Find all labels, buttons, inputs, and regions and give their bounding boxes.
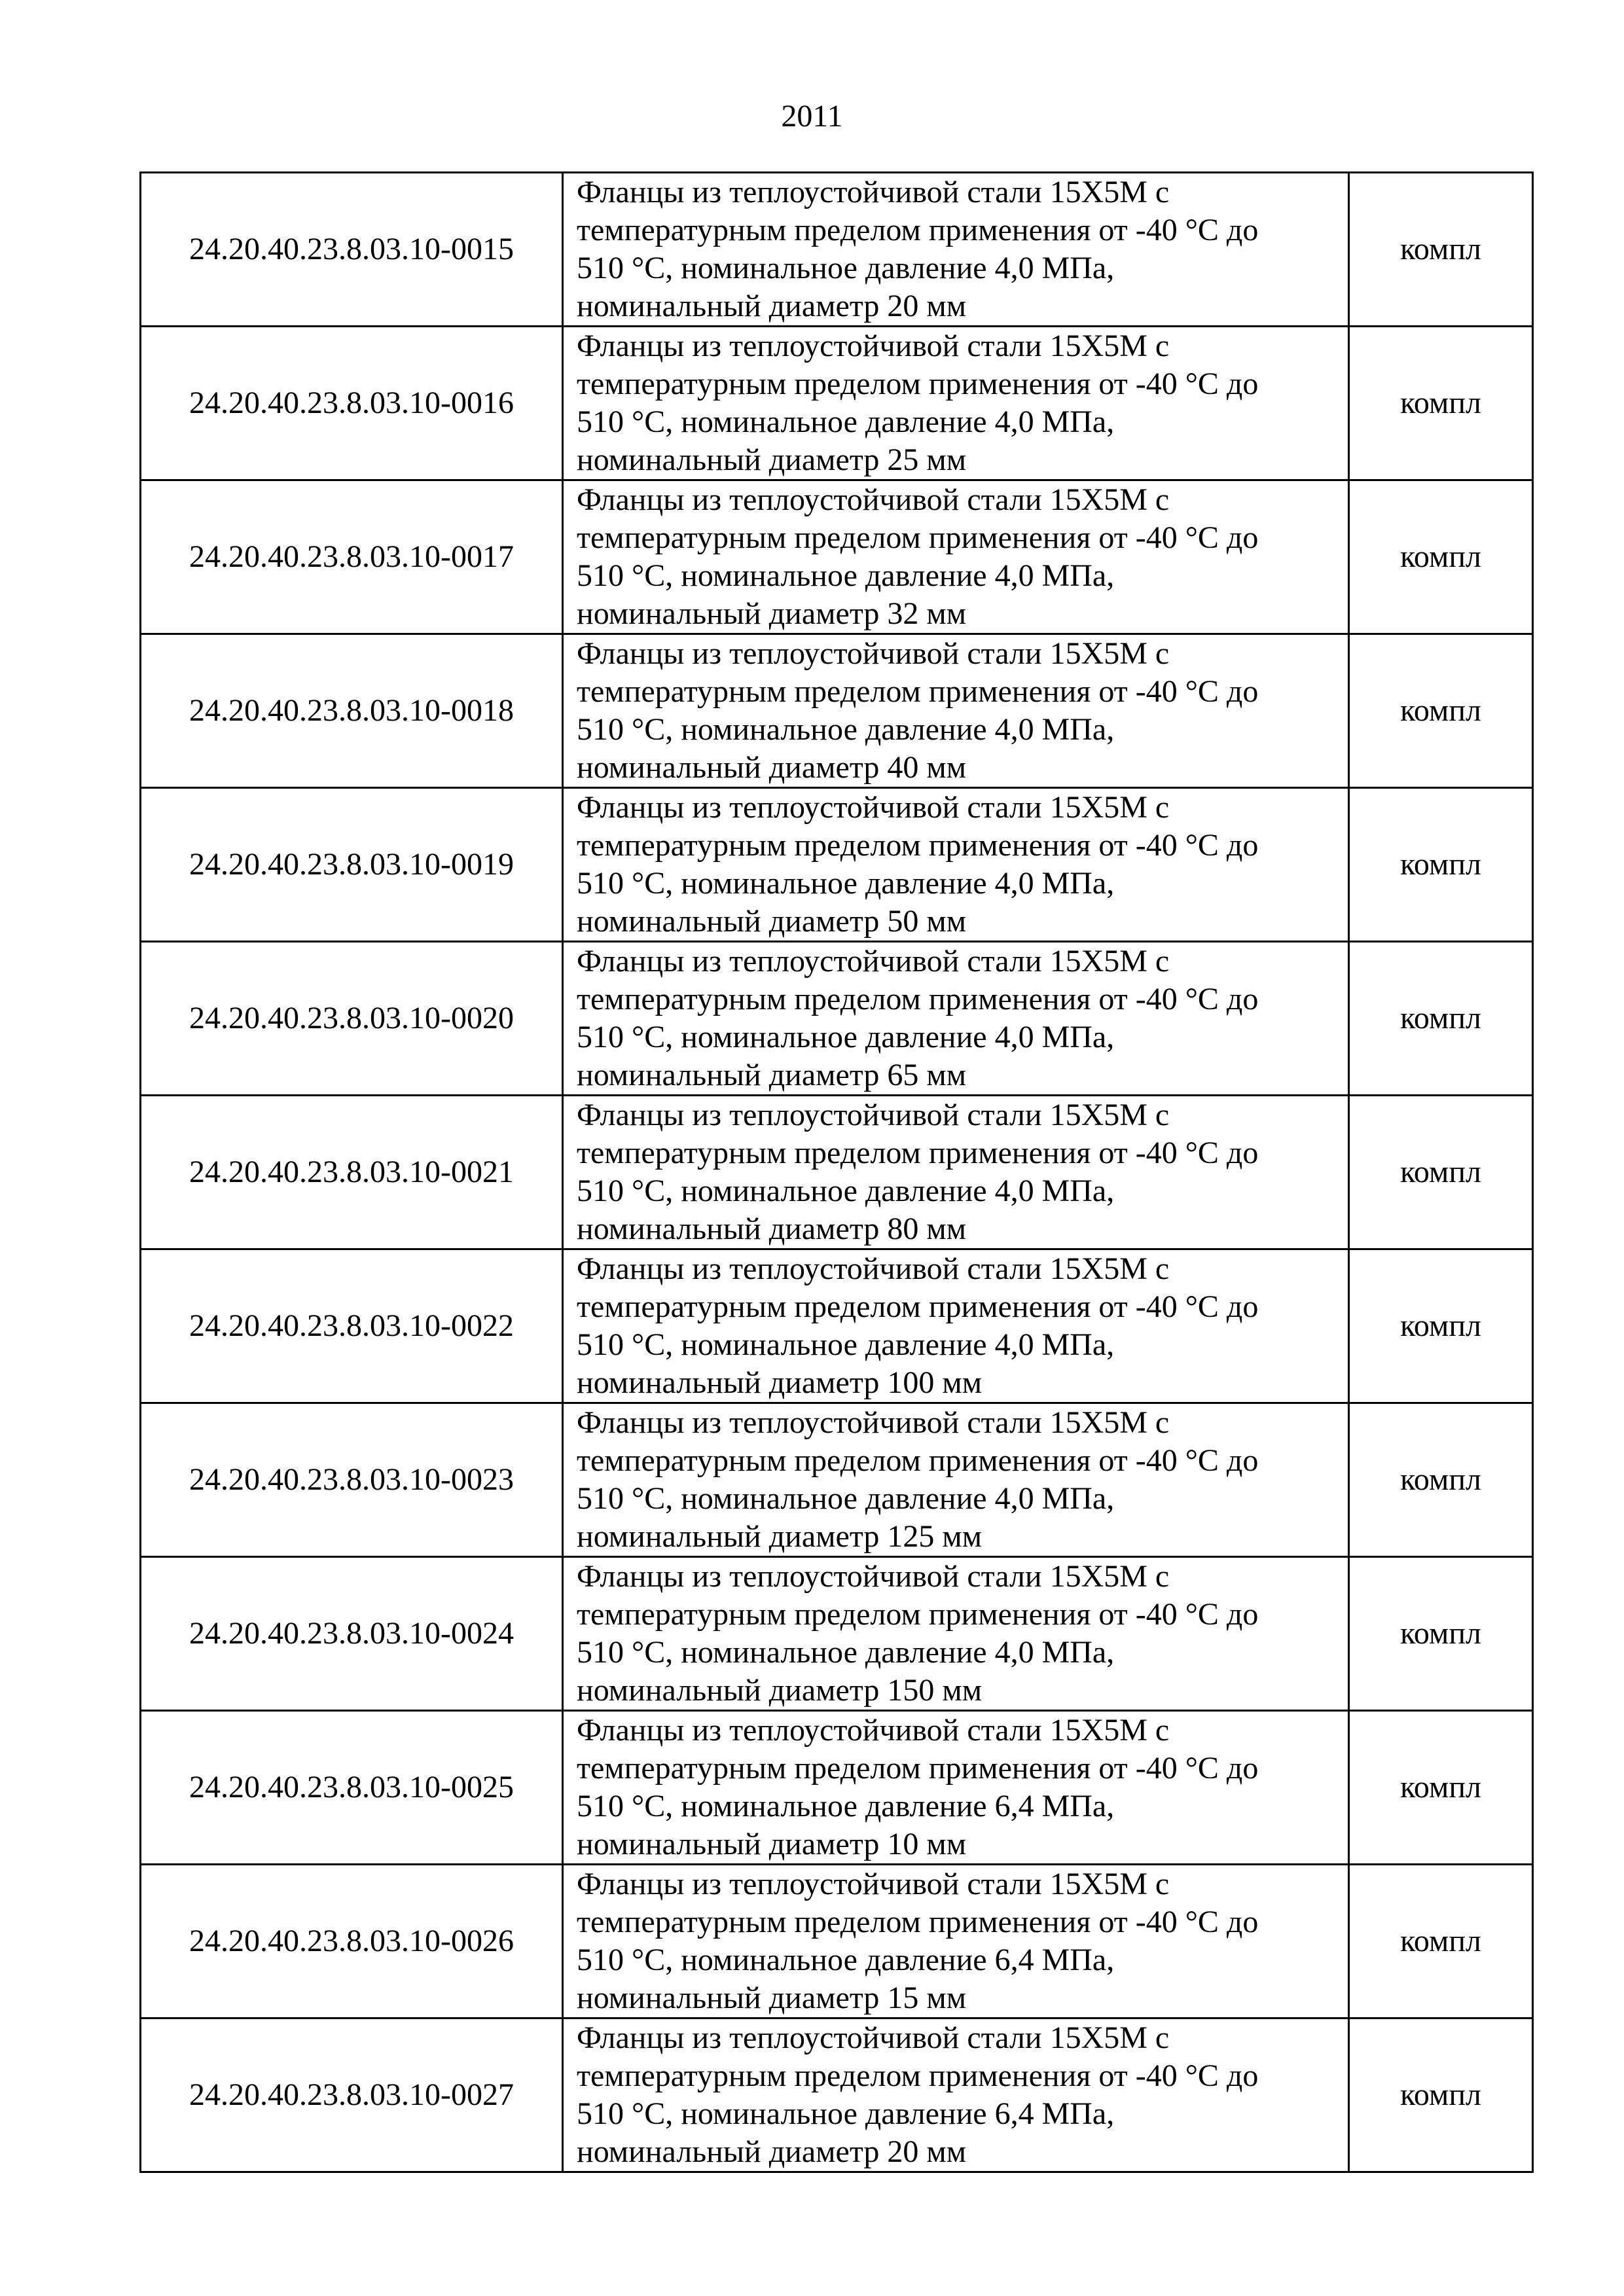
description-line: температурным пределом применения от -40 °С до	[577, 982, 1259, 1016]
description-line: 510 °С, номинальное давление 6,4 МПа,	[577, 1943, 1115, 1977]
item-unit-cell: компл	[1349, 480, 1533, 634]
description-line: температурным пределом применения от -40 °С до	[577, 1136, 1259, 1170]
description-line: Фланцы из теплоустойчивой стали 15Х5М с	[577, 1713, 1170, 1748]
description-line: температурным пределом применения от -40 °С до	[577, 1597, 1259, 1632]
table-row	[141, 327, 1533, 480]
item-description-cell	[563, 1403, 1349, 1557]
item-unit-cell: компл	[1349, 1711, 1533, 1865]
description-line: номинальный диаметр 80 мм	[577, 1211, 967, 1246]
description-line: температурным пределом применения от -40 °С до	[577, 2058, 1259, 2093]
description-line: температурным пределом применения от -40 °С до	[577, 213, 1259, 247]
table-row	[141, 788, 1533, 942]
table-row	[141, 1096, 1533, 1249]
item-code-cell: 24.20.40.23.8.03.10-0020	[141, 942, 563, 1096]
description-line: Фланцы из теплоустойчивой стали 15Х5М с	[577, 329, 1170, 363]
description-line: номинальный диаметр 65 мм	[577, 1058, 967, 1092]
description-line: 510 °С, номинальное давление 4,0 МПа,	[577, 251, 1115, 285]
item-code-cell: 24.20.40.23.8.03.10-0022	[141, 1249, 563, 1403]
description-line: Фланцы из теплоустойчивой стали 15Х5М с	[577, 1867, 1170, 1901]
table-row	[141, 1403, 1533, 1557]
description-line: номинальный диаметр 20 мм	[577, 289, 967, 323]
description-line: 510 °С, номинальное давление 4,0 МПа,	[577, 1327, 1115, 1362]
item-unit-cell: компл	[1349, 788, 1533, 942]
description-line: Фланцы из теплоустойчивой стали 15Х5М с	[577, 790, 1170, 825]
description-line: номинальный диаметр 10 мм	[577, 1827, 967, 1861]
table-row	[141, 2018, 1533, 2172]
item-unit-cell: компл	[1349, 1403, 1533, 1557]
description-line: 510 °С, номинальное давление 4,0 МПа,	[577, 404, 1115, 439]
description-line: Фланцы из теплоустойчивой стали 15Х5М с	[577, 1251, 1170, 1286]
catalog-table	[139, 171, 1534, 2173]
table-row	[141, 634, 1533, 788]
description-line: 510 °С, номинальное давление 4,0 МПа,	[577, 1481, 1115, 1516]
description-line: температурным пределом применения от -40 °С до	[577, 674, 1259, 709]
description-line: номинальный диаметр 125 мм	[577, 1519, 983, 1554]
item-code-cell: 24.20.40.23.8.03.10-0023	[141, 1403, 563, 1557]
description-line: температурным пределом применения от -40 °С до	[577, 1289, 1259, 1324]
description-line: Фланцы из теплоустойчивой стали 15Х5М с	[577, 944, 1170, 978]
item-code-cell: 24.20.40.23.8.03.10-0016	[141, 327, 563, 480]
description-line: 510 °С, номинальное давление 4,0 МПа,	[577, 1020, 1115, 1054]
description-line: номинальный диаметр 20 мм	[577, 2134, 967, 2169]
item-code-cell: 24.20.40.23.8.03.10-0017	[141, 480, 563, 634]
item-description-cell	[563, 173, 1349, 327]
description-line: Фланцы из теплоустойчивой стали 15Х5М с	[577, 1559, 1170, 1594]
item-code-cell: 24.20.40.23.8.03.10-0025	[141, 1711, 563, 1865]
item-description-cell	[563, 1557, 1349, 1711]
item-description-cell	[563, 2018, 1349, 2172]
description-line: номинальный диаметр 40 мм	[577, 750, 967, 785]
page-number: 2011	[781, 99, 843, 134]
item-description-cell	[563, 1711, 1349, 1865]
item-description-cell	[563, 1096, 1349, 1249]
item-unit-cell: компл	[1349, 1557, 1533, 1711]
table-row	[141, 1557, 1533, 1711]
description-line: номинальный диаметр 15 мм	[577, 1981, 967, 2015]
table-row	[141, 1865, 1533, 2018]
description-line: температурным пределом применения от -40 °С до	[577, 1905, 1259, 1939]
table-row	[141, 173, 1533, 327]
item-unit-cell: компл	[1349, 1096, 1533, 1249]
description-line: номинальный диаметр 25 мм	[577, 442, 967, 477]
item-unit-cell: компл	[1349, 327, 1533, 480]
item-description-cell	[563, 634, 1349, 788]
item-code-cell: 24.20.40.23.8.03.10-0021	[141, 1096, 563, 1249]
description-line: номинальный диаметр 32 мм	[577, 596, 967, 631]
table-row	[141, 480, 1533, 634]
item-unit-cell: компл	[1349, 634, 1533, 788]
item-description-cell	[563, 788, 1349, 942]
item-unit-cell: компл	[1349, 942, 1533, 1096]
description-line: 510 °С, номинальное давление 4,0 МПа,	[577, 712, 1115, 747]
description-line: номинальный диаметр 150 мм	[577, 1673, 983, 1708]
description-line: Фланцы из теплоустойчивой стали 15Х5М с	[577, 1405, 1170, 1440]
description-line: температурным пределом применения от -40 °С до	[577, 1751, 1259, 1785]
description-line: 510 °С, номинальное давление 4,0 МПа,	[577, 558, 1115, 593]
description-line: 510 °С, номинальное давление 6,4 МПа,	[577, 1789, 1115, 1823]
table-row	[141, 1711, 1533, 1865]
item-code-cell: 24.20.40.23.8.03.10-0026	[141, 1865, 563, 2018]
item-description-cell	[563, 1249, 1349, 1403]
description-line: 510 °С, номинальное давление 4,0 МПа,	[577, 1635, 1115, 1670]
description-line: Фланцы из теплоустойчивой стали 15Х5М с	[577, 482, 1170, 517]
item-unit-cell: компл	[1349, 1249, 1533, 1403]
description-line: температурным пределом применения от -40 °С до	[577, 520, 1259, 555]
item-code-cell: 24.20.40.23.8.03.10-0027	[141, 2018, 563, 2172]
item-description-cell	[563, 327, 1349, 480]
item-code-cell: 24.20.40.23.8.03.10-0019	[141, 788, 563, 942]
description-line: Фланцы из теплоустойчивой стали 15Х5М с	[577, 636, 1170, 671]
item-code-cell: 24.20.40.23.8.03.10-0018	[141, 634, 563, 788]
description-line: номинальный диаметр 50 мм	[577, 904, 967, 939]
item-description-cell	[563, 480, 1349, 634]
description-line: Фланцы из теплоустойчивой стали 15Х5М с	[577, 1098, 1170, 1132]
catalog-table-body	[141, 173, 1533, 2172]
description-line: температурным пределом применения от -40 °С до	[577, 828, 1259, 863]
description-line: температурным пределом применения от -40 °С до	[577, 1443, 1259, 1478]
description-line: 510 °С, номинальное давление 6,4 МПа,	[577, 2096, 1115, 2131]
description-line: температурным пределом применения от -40 °С до	[577, 367, 1259, 401]
item-unit-cell: компл	[1349, 2018, 1533, 2172]
item-unit-cell: компл	[1349, 1865, 1533, 2018]
item-code-cell: 24.20.40.23.8.03.10-0024	[141, 1557, 563, 1711]
item-code-cell: 24.20.40.23.8.03.10-0015	[141, 173, 563, 327]
table-row	[141, 942, 1533, 1096]
description-line: 510 °С, номинальное давление 4,0 МПа,	[577, 1174, 1115, 1208]
description-line: Фланцы из теплоустойчивой стали 15Х5М с	[577, 2020, 1170, 2055]
table-row	[141, 1249, 1533, 1403]
description-line: 510 °С, номинальное давление 4,0 МПа,	[577, 866, 1115, 901]
description-line: номинальный диаметр 100 мм	[577, 1365, 983, 1400]
item-unit-cell: компл	[1349, 173, 1533, 327]
item-description-cell	[563, 1865, 1349, 2018]
item-description-cell	[563, 942, 1349, 1096]
description-line: Фланцы из теплоустойчивой стали 15Х5М с	[577, 175, 1170, 209]
